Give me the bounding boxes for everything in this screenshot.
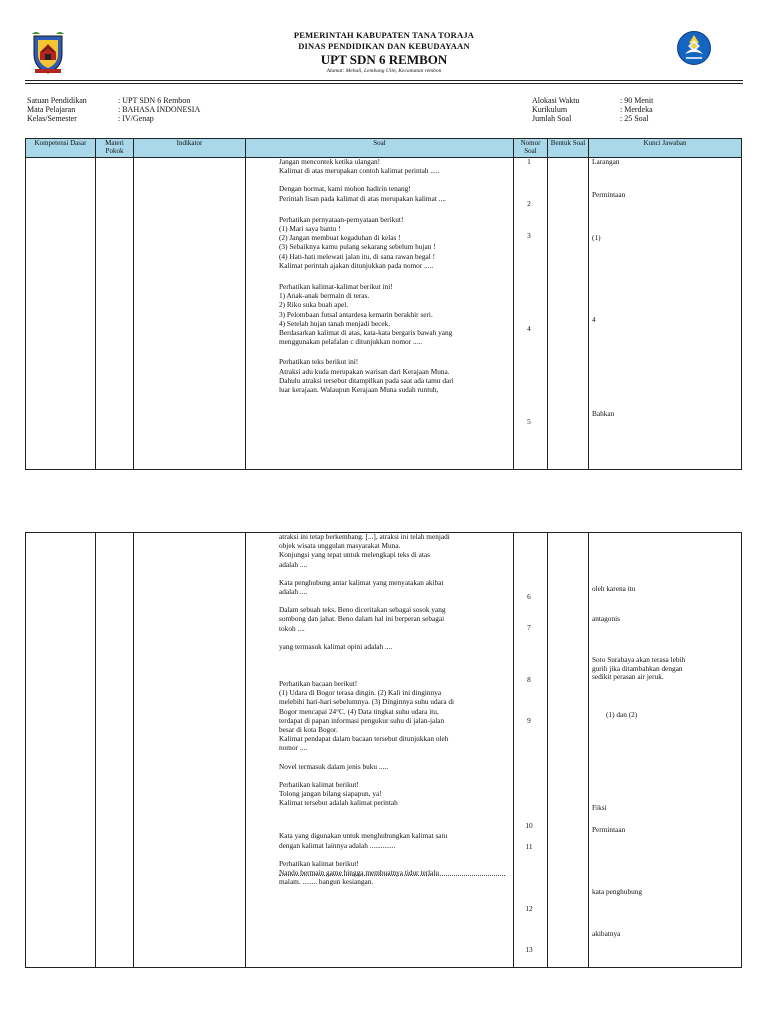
- question-text: Dalam sebuah teks, Beno diceritakan sebagai sosok yang: [279, 605, 446, 615]
- answer-key-line: gurih jika ditambahkan dengan: [592, 663, 683, 673]
- cell-indikator: [134, 533, 246, 968]
- answer-key: akibatnya: [592, 929, 621, 938]
- question-text: tokoh ....: [279, 623, 305, 633]
- question-text: (2) Jangan membuat kegaduhan di kelas !: [279, 233, 401, 243]
- cell-indikator: [134, 158, 246, 470]
- col-header-soal: Soal: [246, 139, 514, 158]
- question-number: 3: [527, 231, 531, 240]
- answer-key: (1) dan (2): [606, 710, 638, 719]
- question-text: Perhatikan kalimat berikut!: [279, 779, 359, 789]
- question-text: atraksi ini tetap berkembang. [...], atraksi ini telah menjadi: [279, 532, 450, 541]
- info-label-mapel: Mata Pelajaran: [27, 105, 76, 115]
- answer-key: Larangan: [592, 157, 620, 166]
- question-text: menggunakan pelafalan c ditunjukkan nomor .....: [279, 337, 423, 347]
- cell-bentuk: [548, 533, 589, 968]
- info-label-waktu: Alokasi Waktu: [532, 96, 580, 105]
- question-number: 4: [527, 324, 531, 333]
- cell-kunci: [589, 533, 742, 968]
- answer-key: oleh karena itu: [592, 584, 636, 593]
- answer-key: Fiksi: [592, 803, 607, 812]
- answer-key-line: Soto Surabaya akan terasa lebih: [592, 655, 686, 664]
- question-text: Kata yang digunakan untuk menghubungkan kalimat satu: [279, 831, 448, 841]
- cell-bentuk: [548, 158, 589, 470]
- question-text: Dahulu atraksi tersebut ditampilkan pada saat ada tamu dari: [279, 375, 454, 385]
- question-text: (4) Hati-hati melewati jalan itu, di sana rawan begal !: [279, 251, 436, 261]
- question-text: adalah ....: [279, 587, 308, 597]
- info-value-waktu: : 90 Menit: [620, 96, 654, 105]
- question-text: Kata penghubung antar kalimat yang menyatakan akibat: [279, 577, 444, 587]
- answer-key-line: sedikit perasan air jeruk.: [592, 672, 664, 682]
- answer-key: kata penghubung: [592, 887, 643, 896]
- question-number: 10: [525, 821, 533, 830]
- question-number: 11: [525, 842, 533, 851]
- question-text: luar kerajaan. Walaupun Kerajaan Muna sudah runtuh,: [279, 385, 439, 395]
- question-text: melebihi hari-hari sebelumnya. (3) Dinginnya suhu udara di: [279, 697, 455, 707]
- question-list-page2: [279, 532, 454, 886]
- answer-key: Permintaan: [592, 825, 626, 834]
- info-label-satuan: Satuan Pendidikan: [27, 96, 87, 105]
- question-text: nomor ....: [279, 743, 308, 753]
- answer-dotted-line: [279, 875, 505, 876]
- question-text: Kalimat di atas merupakan contoh kalimat perintah .....: [279, 166, 440, 176]
- question-text: besar di kota Bogor.: [279, 725, 338, 735]
- header-department: DINAS PENDIDIKAN DAN KEBUDAYAAN: [298, 41, 470, 51]
- info-label-jumlah: Jumlah Soal: [532, 114, 572, 124]
- info-left-values: [118, 96, 200, 124]
- question-text: Perhatikan pernyataan-pernyataan berikut!: [279, 214, 404, 224]
- question-text: (1) Mari saya bantu !: [279, 224, 341, 234]
- info-value-kurikulum: : Merdeka: [620, 105, 653, 115]
- question-list-page1: [279, 157, 454, 394]
- question-number: 7: [527, 623, 531, 632]
- question-text: Kalimat tersebut adalah kalimat perintah: [279, 798, 398, 808]
- question-text: Perhatikan bacaan berikut!: [279, 679, 358, 689]
- info-right-labels: [532, 96, 579, 124]
- header-divider: [25, 80, 743, 81]
- question-text: Tolong jangan bilang siapapun, ya!: [279, 789, 382, 799]
- question-text: (1) Udara di Bogor terasa dingin. (2) Kali ini dinginnya: [279, 688, 442, 698]
- question-text: Bogor mencapai 24°C. (4) Data tingkat suhu udara itu,: [279, 706, 439, 716]
- col-header-kunci: Kunci Jawaban: [589, 139, 742, 158]
- col-header-kd: Kompetensi Dasar: [26, 139, 96, 158]
- question-text: Kalimat perintah ajakan ditunjukkan pada nomor .....: [279, 260, 434, 270]
- question-text: adalah ....: [279, 559, 308, 569]
- info-left-labels: [27, 96, 87, 124]
- question-text: objek wisata unggulan masyarakat Muna.: [279, 541, 401, 551]
- question-number: 2: [527, 199, 531, 208]
- question-number: 6: [527, 592, 531, 601]
- cell-materi: [96, 158, 134, 470]
- answer-key: (1): [592, 233, 601, 242]
- info-value-mapel: : BAHASA INDONESIA: [118, 105, 201, 115]
- info-value-jumlah: : 25 Soal: [620, 114, 649, 124]
- header-divider-thin: [25, 83, 743, 84]
- question-text: dengan kalimat lainnya adalah ..............: [279, 840, 396, 850]
- col-header-nomor: Nomor Soal: [514, 139, 548, 158]
- answer-key: [592, 656, 685, 682]
- question-text: 2) Riko suka buah apel.: [279, 300, 349, 310]
- cell-kd: [26, 158, 96, 470]
- cell-kunci: [589, 158, 742, 470]
- question-text: 1) Anak-anak bermain di teras.: [279, 291, 370, 301]
- question-text: terdapat di papan informasi pengukur suhu di jalan-jalan: [279, 715, 445, 725]
- question-text: Jangan mencontek ketika ulangan!: [279, 157, 381, 166]
- cell-kd: [26, 533, 96, 968]
- question-text: yang termasuk kalimat opini adalah ....: [279, 641, 393, 651]
- question-text: Perhatikan teks berikut ini!: [279, 357, 359, 367]
- question-text: Novel termasuk dalam jenis buku .....: [279, 761, 389, 771]
- question-text: Berdasarkan kalimat di atas, kata-kata bergaris bawah yang: [279, 328, 453, 338]
- col-header-indikator: Indikator: [134, 139, 246, 158]
- question-text: Perhatikan kalimat-kalimat berikut ini!: [279, 282, 393, 292]
- question-text: Nando bermain game hingga membuatnya tidur terlalu: [279, 868, 440, 878]
- school-name: UPT SDN 6 REMBON: [320, 52, 448, 67]
- question-text: malam. ........ bangun kesiangan.: [279, 877, 374, 887]
- question-number: 13: [525, 945, 533, 954]
- info-right-values: [620, 96, 653, 124]
- question-text: (3) Sebaiknya kamu pulang sekarang sebelum hujan !: [279, 242, 436, 252]
- question-text: 4) Setelah hujan tanah menjadi becek.: [279, 318, 391, 328]
- info-value-satuan: : UPT SDN 6 Rembon: [118, 96, 191, 105]
- question-number: 9: [527, 716, 531, 725]
- question-text: sombong dan jahat. Beno dalam hal ini berperan sebagai: [279, 614, 445, 624]
- question-text: Perintah lisan pada kalimat di atas merupakan kalimat ....: [279, 193, 446, 203]
- answer-key: 4: [592, 315, 596, 324]
- question-number: 5: [527, 417, 531, 426]
- answer-key: Permintaan: [592, 190, 626, 199]
- question-text: Kalimat pendapat dalam bacaan tersebut ditunjukkan oleh: [279, 734, 449, 744]
- question-number: 12: [525, 904, 533, 913]
- cell-materi: [96, 533, 134, 968]
- question-text: 3) Pelombaan futsal antardesa kemarin berakhir seri.: [279, 309, 433, 319]
- col-header-bentuk: Bentuk Soal: [548, 139, 589, 158]
- question-text: Dengan hormat, kami mohon hadirin tenang!: [279, 184, 411, 194]
- answer-key: antagonis: [592, 614, 620, 623]
- info-value-kelas: : IV/Genap: [118, 114, 154, 124]
- answer-key: Bahkan: [592, 409, 615, 418]
- info-label-kurikulum: Kurikulum: [532, 105, 568, 115]
- header-government: PEMERINTAH KABUPATEN TANA TORAJA: [293, 30, 475, 40]
- question-text: Perhatikan kalimat berikut!: [279, 858, 359, 868]
- question-number: 8: [527, 675, 531, 684]
- question-text: Atraksi adu kuda merupakan warisan dari Kerajaan Muna.: [279, 366, 450, 376]
- info-label-kelas: Kelas/Semester: [27, 114, 77, 124]
- col-header-materi: Materi Pokok: [96, 139, 134, 158]
- question-number: 1: [527, 157, 531, 166]
- school-address: Alamat: Mebali, Lembang Ulin, Kecamatan rembon: [326, 68, 442, 74]
- question-text: Konjungsi yang tepat untuk melengkapi teks di atas: [279, 550, 430, 560]
